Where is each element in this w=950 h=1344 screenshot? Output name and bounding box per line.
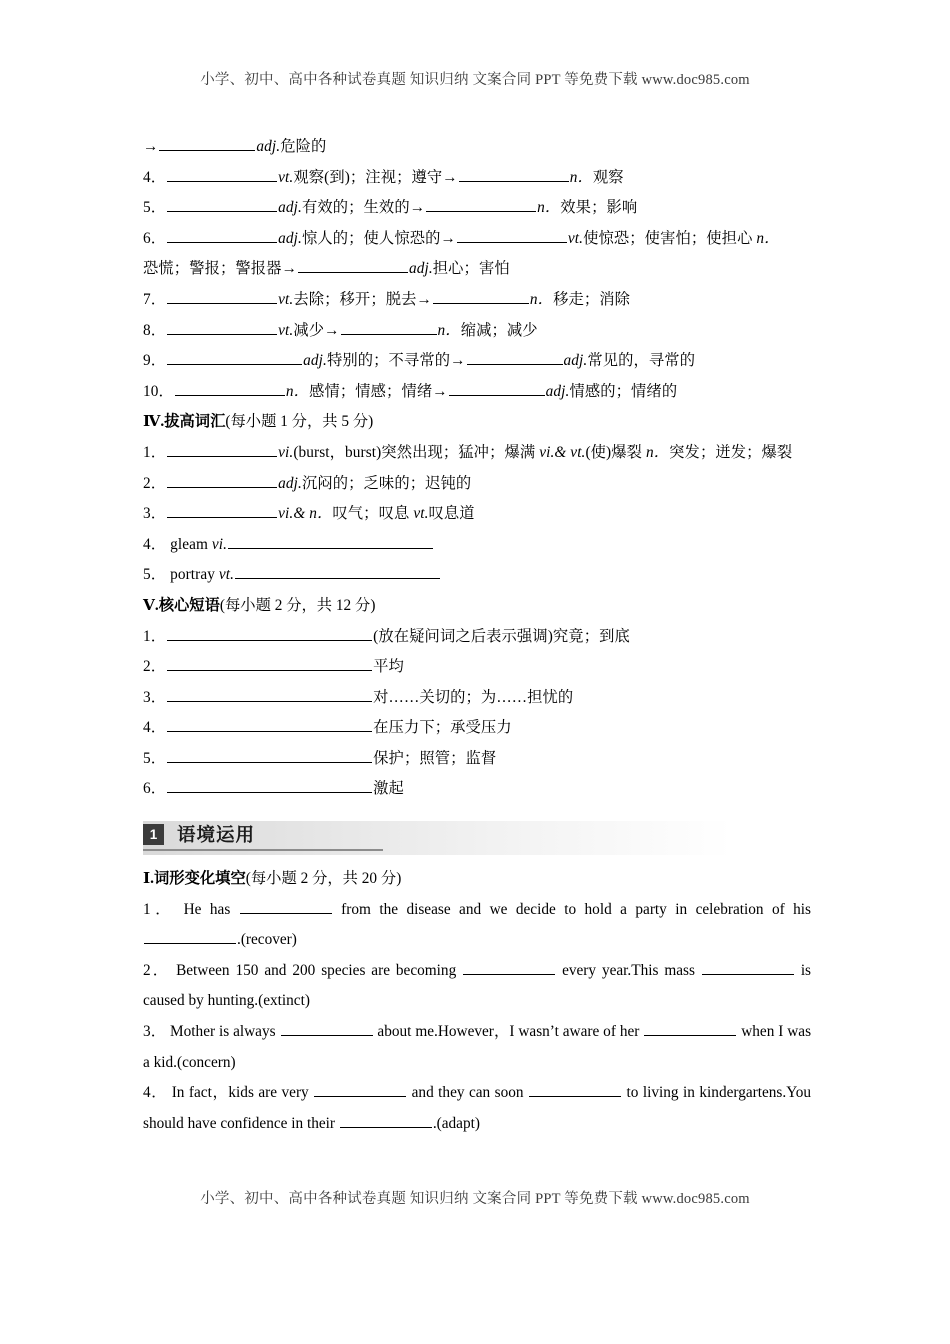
derivation-item-8: [143, 316, 811, 347]
answer-blank[interactable]: [167, 321, 277, 335]
sentence-text: .(recover): [237, 931, 297, 949]
phrase-item-4: [143, 713, 811, 744]
answer-blank[interactable]: [167, 229, 277, 243]
part-of-speech: n．: [437, 321, 461, 339]
banner-number-badge: 1: [143, 824, 164, 845]
answer-blank[interactable]: [529, 1083, 621, 1097]
sentence-text: Between 150 and 200 species are becoming: [176, 961, 457, 979]
arrow-glyph: →: [281, 260, 297, 278]
definition-text: 观察: [592, 168, 624, 186]
answer-blank[interactable]: [167, 168, 277, 182]
item-number: 1．: [143, 900, 176, 918]
answer-blank[interactable]: [167, 749, 372, 763]
derivation-item-4: [143, 163, 811, 194]
item-number: 4．: [143, 168, 167, 186]
definition-text: 常见的，寻常的: [587, 352, 696, 370]
definition-text: 叹气；叹息: [332, 505, 410, 523]
part-of-speech: vt.: [218, 566, 235, 584]
sentence-text: about me.However，I wasn’t aware of her: [377, 1023, 640, 1041]
advanced-vocab-item-5: [143, 560, 811, 591]
definition-text: (放在疑问词之后表示强调)究竟；到底: [373, 627, 630, 645]
definition-text: 缩减；减少: [460, 321, 538, 339]
advanced-vocab-item-4: [143, 530, 811, 561]
answer-blank[interactable]: [449, 382, 545, 396]
answer-blank[interactable]: [457, 229, 567, 243]
derivation-item-5: [143, 193, 811, 224]
section-scoring-note: (每小题 2 分，共 20 分): [245, 870, 402, 888]
answer-blank[interactable]: [240, 900, 332, 914]
part-of-speech: vt.: [278, 168, 294, 186]
sentence-text: to living in kindergartens.You should have confidence in their: [143, 1084, 812, 1132]
definition-text: 情感的；情绪的: [569, 382, 678, 400]
definition-text: 沉闷的；乏味的；迟钝的: [301, 474, 472, 492]
phrase-item-1: [143, 622, 811, 653]
part-of-speech: n．: [756, 229, 780, 247]
context-item-2: [143, 956, 811, 1017]
answer-blank[interactable]: [433, 290, 529, 304]
derivation-item-6-line1: [143, 224, 811, 255]
item-number: 2．: [143, 961, 171, 979]
definition-text: 在压力下；承受压力: [373, 719, 512, 737]
sentence-text: is caused by hunting.(extinct): [143, 961, 812, 1010]
sentence-text: every year.This mass: [562, 961, 695, 979]
part-of-speech: adj.: [563, 352, 588, 370]
arrow-glyph: →: [440, 229, 456, 247]
answer-blank[interactable]: [426, 198, 536, 212]
context-item-1: [143, 895, 811, 956]
phrase-item-2: [143, 652, 811, 683]
definition-text: 特别的；不寻常的: [326, 352, 451, 370]
part-of-speech: vt.: [413, 505, 429, 523]
answer-blank[interactable]: [228, 535, 433, 549]
part-of-speech: n．: [529, 290, 554, 308]
part-of-speech: vi.: [278, 443, 294, 461]
phrase-item-6: [143, 774, 811, 805]
answer-blank[interactable]: [298, 259, 408, 273]
item-number: 5．: [143, 749, 167, 767]
definition-text: 效果；影响: [560, 199, 638, 217]
section-scoring-note: (每小题 2 分，共 12 分): [219, 596, 376, 614]
section-title: 拔高词汇: [164, 413, 226, 431]
answer-blank[interactable]: [159, 137, 255, 151]
answer-blank[interactable]: [467, 351, 563, 365]
answer-blank[interactable]: [340, 1114, 432, 1128]
part-of-speech: adj.: [408, 260, 433, 278]
item-number: 4．: [143, 1084, 168, 1102]
english-word: gleam: [170, 535, 208, 553]
answer-blank[interactable]: [644, 1022, 736, 1036]
arrow-glyph: →: [450, 352, 466, 370]
answer-blank[interactable]: [167, 504, 277, 518]
part-of-speech: vi.: [211, 535, 228, 553]
advanced-vocab-item-2: [143, 469, 811, 500]
sentence-text: when I was a kid.(concern): [143, 1023, 812, 1071]
definition-text: 减少: [293, 321, 325, 339]
item-number: 10．: [143, 382, 174, 400]
banner-title: 语境运用: [177, 824, 256, 846]
derivation-item-9: [143, 346, 811, 377]
derivation-item-10: [143, 377, 811, 408]
answer-blank[interactable]: [144, 930, 236, 944]
definition-text: 担心；害怕: [432, 260, 510, 278]
part-of-speech: adj.: [545, 382, 570, 400]
item-number: 1．: [143, 627, 167, 645]
answer-blank[interactable]: [167, 718, 372, 732]
definition-text: 移走；消除: [553, 290, 631, 308]
arrow-glyph: →: [416, 290, 432, 308]
part-of-speech: n．: [285, 382, 310, 400]
answer-blank[interactable]: [167, 657, 372, 671]
arrow-glyph: →: [442, 168, 458, 186]
definition-text: 平均: [373, 658, 404, 676]
part-of-speech: adj.: [256, 138, 281, 155]
part-of-speech: n．: [646, 443, 670, 461]
definition-text: 恐慌；警报；警报器: [143, 260, 282, 278]
item-number: 2．: [143, 474, 167, 492]
derivation-item-6-line2: [143, 254, 811, 285]
part-of-speech: n．: [537, 199, 561, 217]
item-number: 3．: [143, 1023, 167, 1041]
definition-text: 对……关切的；为……担忧的: [373, 688, 574, 706]
worksheet-content: [143, 132, 811, 1139]
phrase-item-3: [143, 683, 811, 714]
section-banner: [143, 821, 783, 855]
answer-blank[interactable]: [167, 443, 277, 457]
section-roman-numeral: Ⅴ.: [143, 596, 159, 614]
answer-blank[interactable]: [167, 290, 277, 304]
english-word: portray: [170, 566, 215, 584]
context-item-3: [143, 1017, 811, 1078]
context-item-4: [143, 1078, 811, 1139]
arrow-glyph: →: [409, 199, 426, 217]
phrase-item-5: [143, 744, 811, 775]
definition-text: 去除；移开；脱去: [293, 290, 417, 308]
part-of-speech: adj.: [278, 474, 302, 492]
answer-blank[interactable]: [235, 565, 440, 579]
answer-blank[interactable]: [175, 382, 285, 396]
section-heading-4: [143, 407, 811, 438]
definition-text: 保护；照管；监督: [373, 749, 497, 767]
sentence-text: .(adapt): [432, 1114, 480, 1132]
part-of-speech: adj.: [303, 352, 327, 370]
footer-watermark-note: 小学、初中、高中各种试卷真题 知识归纳 文案合同 PPT 等免费下载 www.doc985.com: [200, 1191, 750, 1207]
banner-underline-rule: [143, 849, 383, 851]
item-number: 1．: [143, 443, 167, 461]
sentence-text: Mother is always: [170, 1023, 276, 1041]
arrow-glyph: →: [432, 382, 448, 400]
item-number: 5．: [143, 199, 167, 217]
sentence-text: from the disease and we decide to hold a party in celebration of his: [341, 900, 811, 918]
section-heading-context-1: [143, 864, 811, 895]
definition-text: 危险的: [280, 138, 327, 155]
advanced-vocab-item-3: [143, 499, 811, 530]
answer-blank[interactable]: [281, 1022, 373, 1036]
header-watermark-note: 小学、初中、高中各种试卷真题 知识归纳 文案合同 PPT 等免费下载 www.doc985.com: [200, 72, 750, 88]
definition-text: (使)爆裂: [585, 443, 643, 461]
answer-blank[interactable]: [167, 198, 277, 212]
answer-blank[interactable]: [314, 1083, 406, 1097]
sentence-text: In fact，kids are very: [171, 1084, 309, 1102]
item-number: 2．: [143, 658, 167, 676]
arrow-glyph: →: [324, 321, 340, 339]
arrow-glyph: →: [143, 138, 159, 155]
section-roman-numeral: Ⅰ.: [143, 870, 154, 888]
item-number: 4．: [143, 535, 167, 553]
answer-blank[interactable]: [167, 688, 372, 702]
advanced-vocab-item-1-line1: [143, 438, 811, 469]
definition-text: 惊人的；使人惊恐的: [301, 229, 441, 247]
item-number: 3．: [143, 688, 167, 706]
section-title: 核心短语: [158, 596, 220, 614]
part-of-speech: vi.& vt.: [539, 443, 586, 461]
answer-blank[interactable]: [463, 961, 555, 975]
part-of-speech: vt.: [567, 229, 584, 247]
answer-blank[interactable]: [167, 779, 372, 793]
derivation-item-7: [143, 285, 811, 316]
answer-blank[interactable]: [341, 321, 437, 335]
item-number: 4．: [143, 719, 167, 737]
item-number: 6．: [143, 780, 167, 798]
item-number: 6．: [143, 229, 167, 247]
item-number: 9．: [143, 352, 167, 370]
item-number: 7．: [143, 290, 167, 308]
definition-text: 有效的；生效的: [301, 199, 410, 217]
part-of-speech: adj.: [278, 229, 302, 247]
item-number: 5．: [143, 566, 167, 584]
spacer: [143, 855, 811, 864]
definition-text: 激起: [373, 780, 404, 798]
sentence-text: and they can soon: [411, 1084, 524, 1102]
definition-text: 观察(到)；注视；遵守: [293, 168, 443, 186]
answer-blank[interactable]: [167, 627, 372, 641]
derivation-continued-line: [143, 132, 811, 163]
section-heading-5: [143, 591, 811, 622]
item-number: 8．: [143, 321, 167, 339]
definition-text: 叹息道: [428, 505, 475, 523]
section-scoring-note: (每小题 1 分，共 5 分): [225, 413, 374, 431]
definition-text: 使惊恐；使害怕；使担心: [583, 229, 753, 247]
part-of-speech: vi.& n．: [278, 505, 333, 523]
sentence-text: He has: [183, 900, 231, 918]
part-of-speech: vt.: [278, 321, 294, 339]
part-of-speech: adj.: [278, 199, 302, 217]
answer-blank[interactable]: [167, 474, 277, 488]
section-title: 词形变化填空: [153, 870, 246, 888]
definition-text: 突发；迸发；爆裂: [669, 443, 793, 461]
item-number: 3．: [143, 505, 167, 523]
part-of-speech: n．: [569, 168, 593, 186]
definition-text: 感情；情感；情绪: [309, 382, 433, 400]
answer-blank[interactable]: [702, 961, 794, 975]
definition-text: (burst，burst)突然出现；猛冲；爆满: [293, 443, 536, 461]
part-of-speech: vt.: [278, 290, 294, 308]
answer-blank[interactable]: [459, 168, 569, 182]
section-roman-numeral: Ⅳ.: [143, 413, 165, 431]
answer-blank[interactable]: [167, 351, 302, 365]
